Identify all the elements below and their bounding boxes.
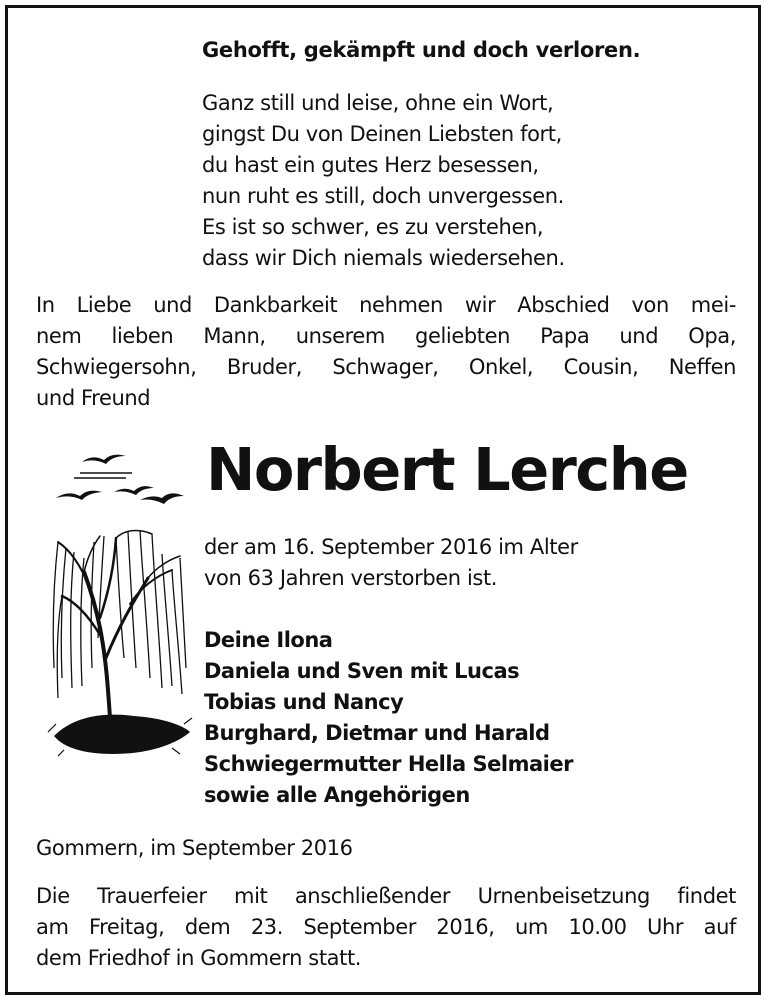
death-notice-line: von 63 Jahren verstorben ist.	[204, 566, 498, 590]
poem-line: Es ist so schwer, es zu verstehen,	[202, 215, 544, 239]
poem-line: gingst Du von Deinen Liebsten fort,	[202, 122, 562, 146]
mourner-entry: sowie alle Angehörigen	[204, 783, 470, 807]
service-line: Die Trauerfeier mit anschließender Urnenbeisetzung findet	[36, 884, 736, 908]
obituary-frame	[5, 5, 761, 995]
mourner-entry: Schwiegermutter Hella Selmaier	[204, 752, 573, 776]
motto: Gehofft, gekämpft und doch verloren.	[202, 38, 641, 62]
death-notice	[204, 532, 578, 594]
mourners-list	[204, 625, 573, 811]
deceased-name: Norbert Lerche	[206, 435, 688, 504]
intro-text	[36, 290, 736, 414]
mourner-entry: Daniela und Sven mit Lucas	[204, 659, 520, 683]
poem-line: Ganz still und leise, ohne ein Wort,	[202, 91, 554, 115]
intro-line: Schwiegersohn, Bruder, Schwager, Onkel, Cousin, Neffen	[36, 355, 736, 379]
mourner-entry: Tobias und Nancy	[204, 690, 404, 714]
intro-line: nem lieben Mann, unserem geliebten Papa und Opa,	[36, 324, 736, 348]
poem-line: nun ruht es still, doch unvergessen.	[202, 184, 564, 208]
poem-line: du hast ein gutes Herz besessen,	[202, 153, 539, 177]
poem-line: dass wir Dich niemals wiedersehen.	[202, 246, 565, 270]
weeping-willow-icon	[44, 518, 194, 758]
service-line: dem Friedhof in Gommern statt.	[36, 946, 362, 970]
poem	[202, 88, 565, 274]
death-notice-line: der am 16. September 2016 im Alter	[204, 535, 578, 559]
intro-line: und Freund	[36, 386, 151, 410]
mourner-entry: Burghard, Dietmar und Harald	[204, 721, 550, 745]
mourner-entry: Deine Ilona	[204, 628, 333, 652]
service-info	[36, 881, 736, 974]
birds-icon	[52, 448, 192, 508]
intro-line: In Liebe und Dankbarkeit nehmen wir Abschied von mei-	[36, 293, 736, 317]
place-date: Gommern, im September 2016	[36, 836, 353, 860]
service-line: am Freitag, dem 23. September 2016, um 10.00 Uhr auf	[36, 915, 736, 939]
